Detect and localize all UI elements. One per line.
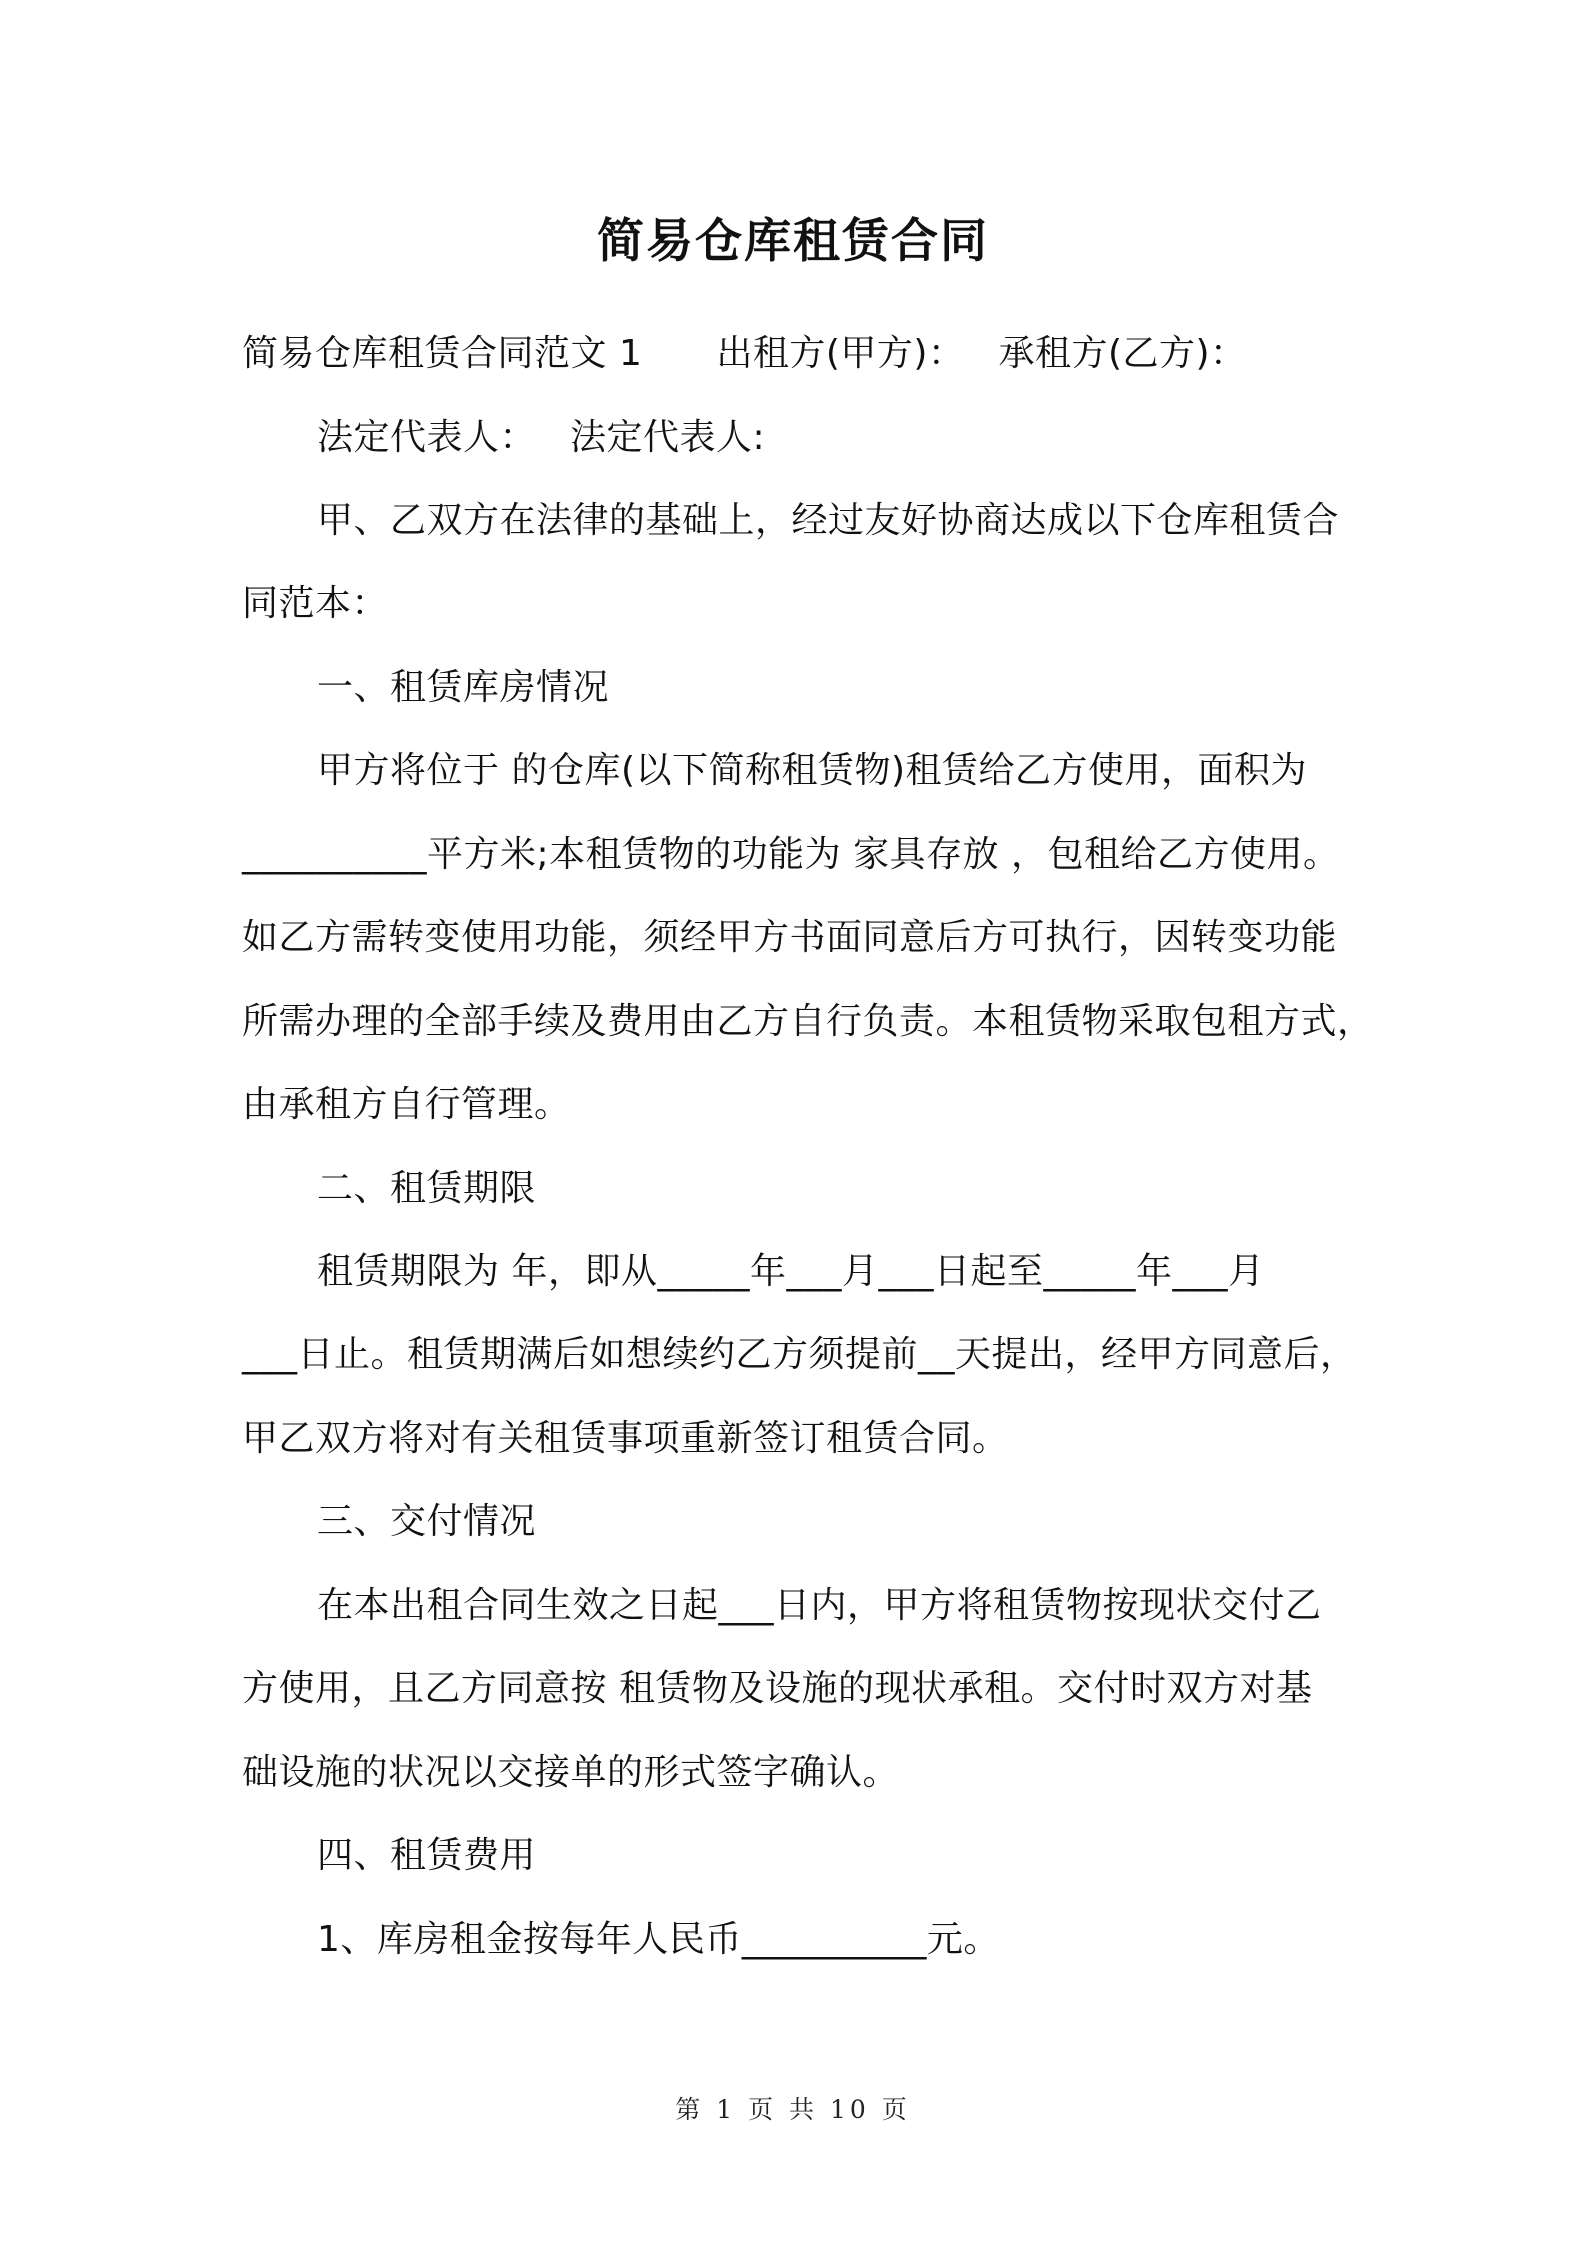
lessee-label: 承租方(乙方)： xyxy=(998,333,1247,374)
paragraph-line: 甲乙双方将对有关租赁事项重新签订租赁合同。 xyxy=(242,1418,1009,1459)
paragraph-line: 同范本： xyxy=(242,583,389,624)
section-heading: 一、租赁库房情况 xyxy=(317,667,610,708)
section-heading: 四、租赁费用 xyxy=(317,1835,537,1876)
header-line xyxy=(242,330,1247,378)
representatives-line xyxy=(317,414,765,462)
paragraph-line: 甲方将位于 的仓库(以下简称租赁物)租赁给乙方使用，面积为 xyxy=(317,750,1308,791)
paragraph-line: __________平方米;本租赁物的功能为 家具存放 ，包租给乙方使用。 xyxy=(242,834,1340,875)
lessee-representative: 法定代表人: xyxy=(570,417,766,458)
sample-label: 简易仓库租赁合同范文 1 xyxy=(242,333,643,374)
paragraph-line: 所需办理的全部手续及费用由乙方自行负责。本租赁物采取包租方式， xyxy=(242,1001,1374,1042)
page-footer: 第 1 页 共 10 页 xyxy=(675,2095,911,2124)
document-title: 简易仓库租赁合同 xyxy=(597,214,989,269)
section-heading: 三、交付情况 xyxy=(317,1501,537,1542)
lessor-label: 出租方(甲方)： xyxy=(716,333,965,374)
paragraph-line: 如乙方需转变使用功能，须经甲方书面同意后方可执行，因转变功能 xyxy=(242,917,1338,958)
paragraph-line: 础设施的状况以交接单的形式签字确认。 xyxy=(242,1752,900,1793)
section-heading: 二、租赁期限 xyxy=(317,1168,537,1209)
lessor-representative: 法定代表人： xyxy=(317,417,537,458)
paragraph-line: 在本出租合同生效之日起___日内，甲方将租赁物按现状交付乙 xyxy=(317,1585,1322,1626)
paragraph-line: 甲、乙双方在法律的基础上，经过友好协商达成以下仓库租赁合 xyxy=(317,500,1340,541)
paragraph-line: ___日止。租赁期满后如想续约乙方须提前__天提出，经甲方同意后， xyxy=(242,1334,1357,1375)
paragraph-line: 方使用，且乙方同意按 租赁物及设施的现状承租。交付时双方对基 xyxy=(242,1668,1313,1709)
paragraph-line: 租赁期限为 年，即从_____年___月___日起至_____年___月 xyxy=(317,1251,1265,1292)
paragraph-line: 由承租方自行管理。 xyxy=(242,1084,571,1125)
paragraph-line: 1、库房租金按每年人民币__________元。 xyxy=(317,1919,1000,1960)
